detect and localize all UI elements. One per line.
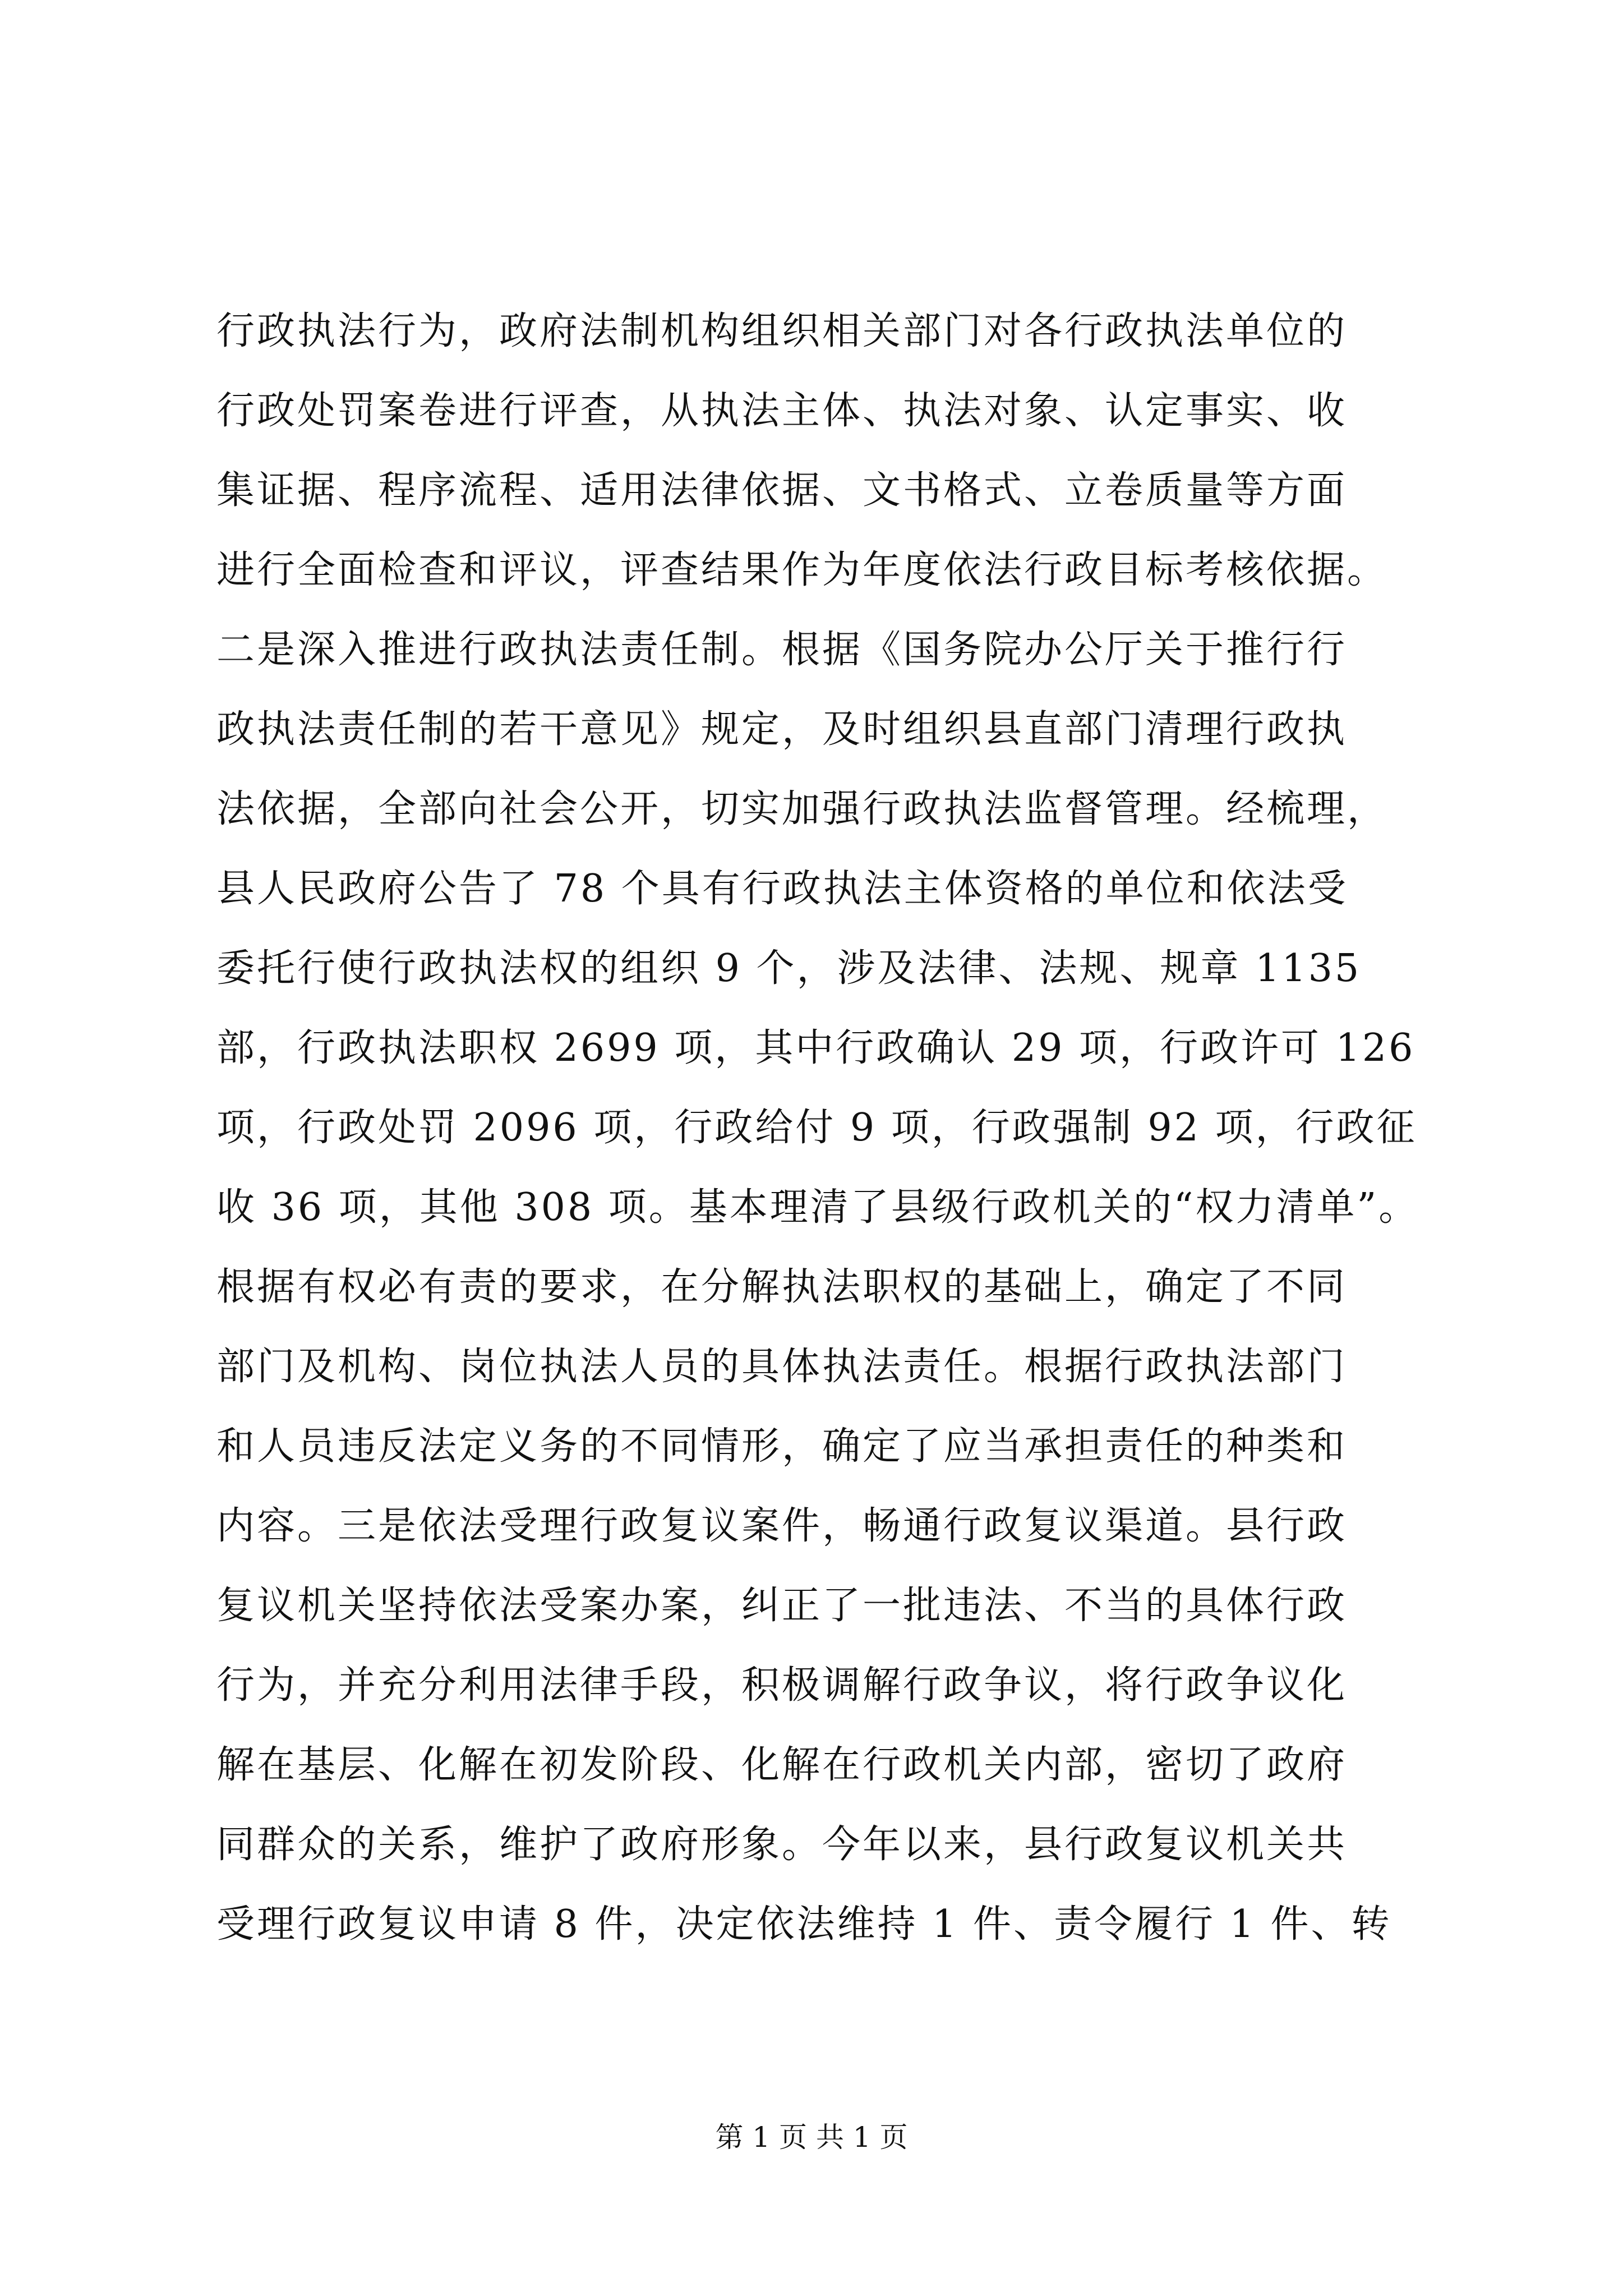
body-text	[216, 292, 1484, 1964]
text-line: 委托行使行政执法权的组织 9 个，涉及法律、法规、规章 1135	[216, 946, 1362, 991]
text-line: 部门及机构、岗位执法人员的具体执法责任。根据行政执法部门	[216, 1345, 1348, 1389]
text-line: 行为，并充分利用法律手段，积极调解行政争议，将行政争议化	[216, 1663, 1348, 1708]
text-line: 收 36 项，其他 308 项。基本理清了县级行政机关的“权力清单”。	[216, 1185, 1419, 1230]
page-footer	[0, 2118, 1623, 2157]
text-line: 行政处罚案卷进行评查，从执法主体、执法对象、认定事实、收	[216, 389, 1348, 433]
text-line: 解在基层、化解在初发阶段、化解在行政机关内部，密切了政府	[216, 1743, 1348, 1787]
text-line: 县人民政府公告了 78 个具有行政执法主体资格的单位和依法受	[216, 867, 1348, 911]
text-line: 法依据，全部向社会公开，切实加强行政执法监督管理。经梳理，	[216, 787, 1388, 831]
text-line: 受理行政复议申请 8 件，决定依法维持 1 件、责令履行 1 件、转	[216, 1902, 1392, 1947]
text-line: 根据有权必有责的要求，在分解执法职权的基础上，确定了不同	[216, 1265, 1348, 1309]
text-line: 内容。三是依法受理行政复议案件，畅通行政复议渠道。县行政	[216, 1504, 1348, 1548]
text-line: 行政执法行为，政府法制机构组织相关部门对各行政执法单位的	[216, 309, 1348, 353]
text-line: 二是深入推进行政执法责任制。根据《国务院办公厅关于推行行	[216, 628, 1348, 672]
text-line: 和人员违反法定义务的不同情形，确定了应当承担责任的种类和	[216, 1424, 1348, 1469]
text-line: 集证据、程序流程、适用法律依据、文书格式、立卷质量等方面	[216, 468, 1348, 513]
page-number-label: 第 1 页 共 1 页	[715, 2121, 908, 2154]
text-line: 部，行政执法职权 2699 项，其中行政确认 29 项，行政许可 126	[216, 1026, 1415, 1070]
text-line: 进行全面检查和评议，评查结果作为年度依法行政目标考核依据。	[216, 548, 1388, 592]
text-line: 政执法责任制的若干意见》规定，及时组织县直部门清理行政执	[216, 707, 1348, 752]
text-line: 同群众的关系，维护了政府形象。今年以来，县行政复议机关共	[216, 1823, 1348, 1867]
text-line: 复议机关坚持依法受案办案，纠正了一批违法、不当的具体行政	[216, 1584, 1348, 1628]
text-line: 项，行政处罚 2096 项，行政给付 9 项，行政强制 92 项，行政征	[216, 1106, 1417, 1150]
